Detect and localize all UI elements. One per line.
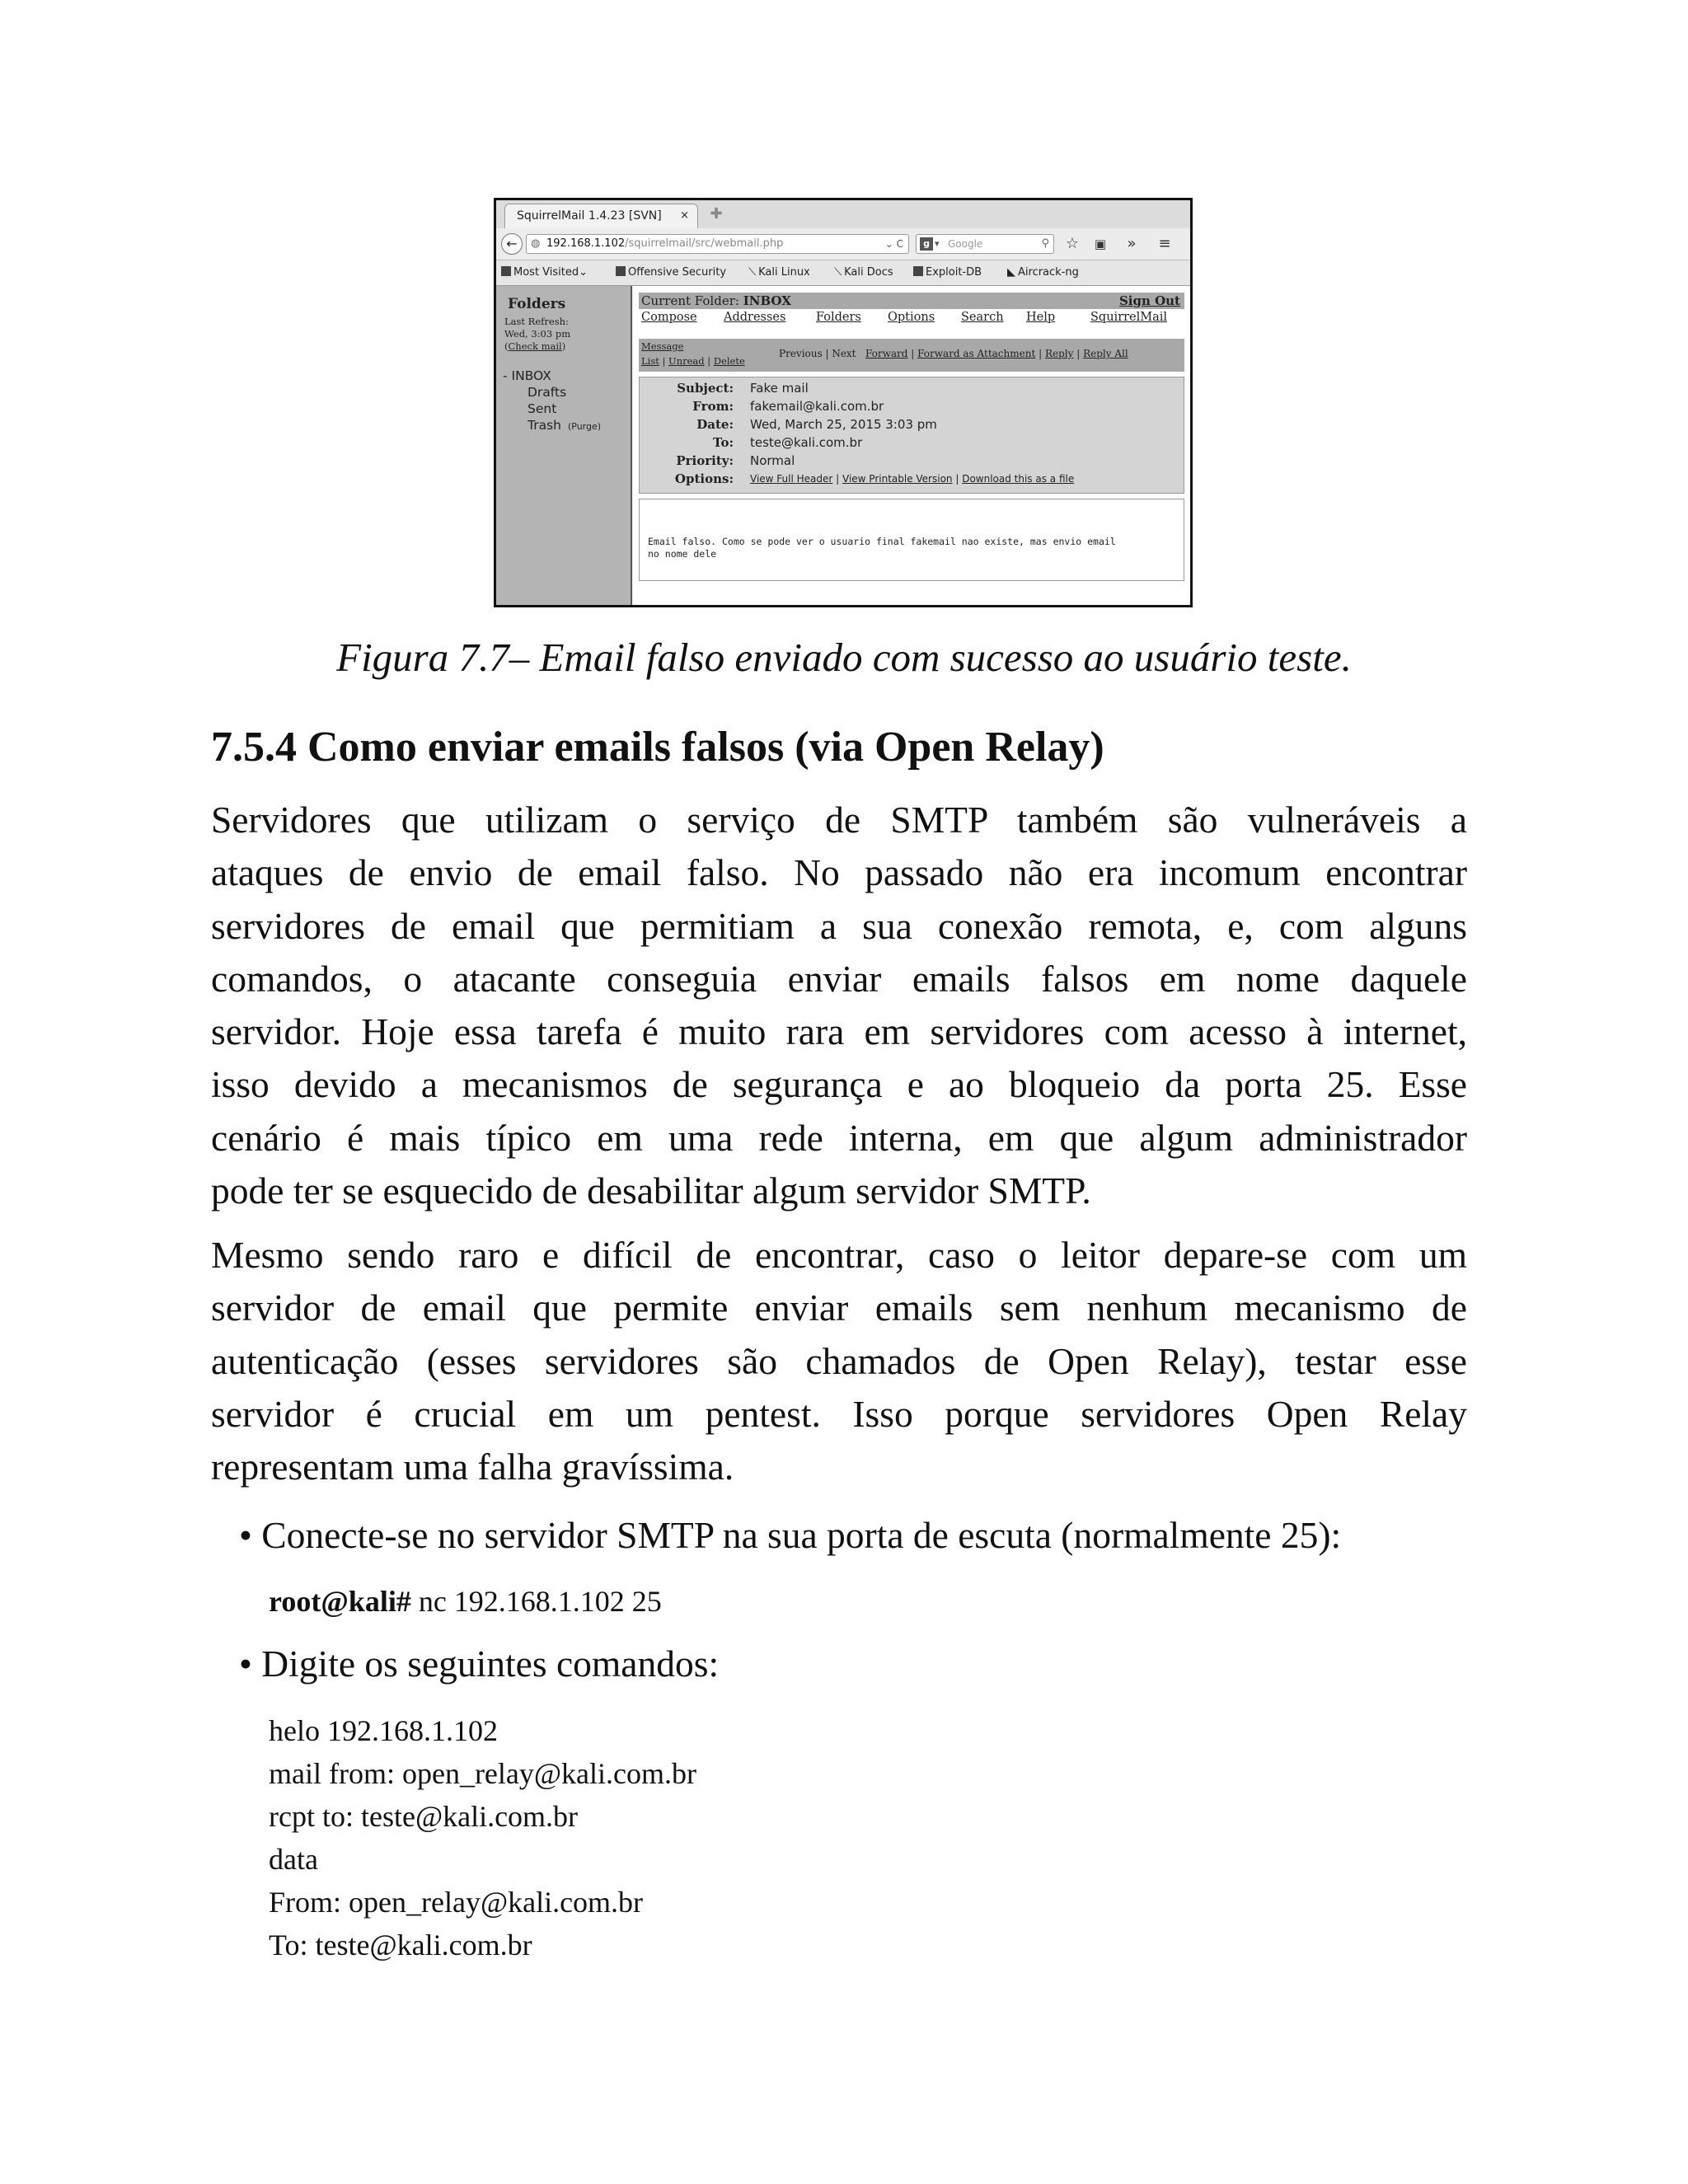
message-view <box>633 286 1190 605</box>
chevron-down-icon: ▾ <box>935 238 940 249</box>
browser-tab-bar <box>496 200 1190 229</box>
command-line <box>269 1580 662 1623</box>
search-placeholder: Google <box>948 238 983 250</box>
command-line: To: teste@kali.com.br <box>269 1929 532 1961</box>
globe-icon: ◍ <box>531 237 541 250</box>
reload-icon[interactable]: ⌄ C <box>884 238 903 250</box>
paragraph-line: comandos, o atacante conseguia enviar emails falsos em nome daquele <box>211 957 1467 1000</box>
header-row-options: Options: View Full Header | View Printable Version | Download this as a file <box>674 471 1075 486</box>
message-body-line: Email falso. Como se pode ver o usuario final fakemail nao existe, mas envio email <box>648 536 1116 547</box>
command-line: From: open_relay@kali.com.br <box>269 1886 644 1919</box>
bullet-item: • Digite os seguintes comandos: <box>239 1643 720 1685</box>
menu-addresses[interactable]: Addresses <box>724 311 786 324</box>
header-row: To: teste@kali.com.br <box>713 435 863 450</box>
search-input[interactable] <box>916 234 1054 254</box>
tab-title: SquirrelMail 1.4.23 [SVN] <box>517 209 662 223</box>
message-headers <box>639 377 1184 494</box>
check-mail-wrapper: (Check mail) <box>504 340 566 352</box>
paragraph-line: servidores de email que permitiam a sua conexão remota, e, com alguns <box>211 904 1467 947</box>
current-folder-name: INBOX <box>743 293 791 308</box>
paragraph-line: representam uma falha gravíssima. <box>211 1446 734 1488</box>
message-body-line: no nome dele <box>648 548 717 560</box>
webmail-screenshot <box>494 198 1193 607</box>
figure-caption: Figura 7.7– Email falso enviado com sucesso ao usuário teste. <box>336 635 1352 680</box>
menu-search[interactable]: Search <box>961 311 1004 324</box>
folder-inbox[interactable]: - INBOX <box>503 368 551 383</box>
last-refresh-label: Last Refresh: <box>504 316 569 327</box>
url-path: /squirrelmail/src/webmail.php <box>625 237 784 250</box>
search-engine-icon[interactable]: g <box>920 237 933 251</box>
header-row: Subject: Fake mail <box>677 381 809 396</box>
kali-dragon-icon: ⟍ <box>834 266 842 279</box>
paragraph-line: cenário é mais típico em uma rede interna, em que algum administrador <box>211 1116 1467 1159</box>
message-list-actions: List | Unread | Delete <box>641 355 745 367</box>
url-bar[interactable] <box>526 234 909 254</box>
back-arrow-icon[interactable]: ← <box>501 233 523 255</box>
sign-out-link[interactable]: Sign Out <box>1118 293 1180 308</box>
command-text: nc 192.168.1.102 25 <box>410 1585 662 1618</box>
magnifier-icon[interactable]: ⚲ <box>1041 237 1049 250</box>
paragraph-line: ataques de envio de email falso. No passado não era incomum encontrar <box>211 851 1467 894</box>
command-line: helo 192.168.1.102 <box>269 1714 498 1747</box>
forward-attachment-link[interactable]: Forward as Attachment <box>917 348 1036 359</box>
paragraph-line: isso devido a mecanismos de segurança e ao bloqueio da porta 25. Esse <box>211 1063 1467 1106</box>
paragraph-line: Servidores que utilizam o serviço de SMTP também são vulneráveis a <box>211 799 1467 841</box>
paragraph-line: servidor de email que permite enviar emails sem nenhum mecanismo de <box>211 1286 1467 1329</box>
exploit-db-icon <box>913 266 923 276</box>
menu-help[interactable]: Help <box>1026 311 1056 324</box>
refresh-time: Wed, 3:03 pm <box>504 328 571 340</box>
view-full-header-link[interactable]: View Full Header <box>750 473 833 485</box>
folders-sidebar <box>496 286 632 605</box>
bookmark-kali-docs[interactable]: ⟍ Kali Docs <box>834 260 893 285</box>
command-line: mail from: open_relay@kali.com.br <box>269 1757 696 1790</box>
command-line: rcpt to: teste@kali.com.br <box>269 1800 579 1833</box>
paragraph-line: pode ter se esquecido de desabilitar algum servidor SMTP. <box>211 1169 1091 1212</box>
header-row: From: fakemail@kali.com.br <box>692 399 884 414</box>
shell-prompt: root@kali# <box>269 1585 411 1618</box>
header-row: Priority: Normal <box>676 453 795 468</box>
browser-tab[interactable] <box>504 204 698 228</box>
purge-link[interactable]: (Purge) <box>567 421 602 432</box>
new-tab-icon[interactable]: ✚ <box>710 205 723 223</box>
aircrack-icon: ◣ <box>1007 266 1015 279</box>
command-line: data <box>269 1843 318 1876</box>
message-body <box>639 499 1184 581</box>
bookmark-kali-linux[interactable]: ⟍ Kali Linux <box>748 260 810 285</box>
hamburger-menu-icon[interactable]: ≡ <box>1158 235 1171 252</box>
current-folder-label: Current Folder: <box>641 293 739 308</box>
close-icon[interactable]: × <box>680 209 689 222</box>
kali-dragon-icon: ⟍ <box>748 266 757 279</box>
bullet-item: • Conecte-se no servidor SMTP na sua porta de escuta (normalmente 25): <box>239 1514 1342 1556</box>
url-host: 192.168.1.102 <box>546 237 626 250</box>
download-file-link[interactable]: Download this as a file <box>962 473 1075 485</box>
navigation-bar <box>496 228 1190 260</box>
reply-link[interactable]: Reply <box>1044 348 1074 359</box>
previous-next-links[interactable]: Previous | Next <box>779 348 856 359</box>
bookmark-exploit-db[interactable]: Exploit-DB <box>913 260 982 285</box>
forward-link[interactable]: Forward <box>865 348 908 359</box>
offsec-icon <box>616 266 626 276</box>
bookmarks-bar <box>496 260 1190 286</box>
message-list-link[interactable]: Message <box>641 340 684 352</box>
paragraph-line: Mesmo sendo raro e difícil de encontrar, caso o leitor depare-se com um <box>211 1234 1467 1276</box>
paragraph-line: autenticação (esses servidores são chamados de Open Relay), testar esse <box>211 1339 1467 1382</box>
folders-title: Folders <box>508 296 566 312</box>
menu-squirrelmail[interactable]: SquirrelMail <box>1090 311 1168 324</box>
section-heading: 7.5.4 Como enviar emails falsos (via Open Relay) <box>211 724 1104 771</box>
view-printable-link[interactable]: View Printable Version <box>842 473 953 485</box>
paragraph-2 <box>211 1229 1467 1493</box>
menu-options[interactable]: Options <box>888 311 935 324</box>
folder-sent[interactable]: Sent <box>528 401 557 416</box>
clipboard-icon[interactable]: ▣ <box>1094 237 1107 251</box>
star-icon[interactable]: ☆ <box>1065 235 1080 252</box>
bookmark-offensive-security[interactable]: Offensive Security <box>616 260 726 285</box>
header-row: Date: Wed, March 25, 2015 3:03 pm <box>696 417 937 432</box>
reply-all-link[interactable]: Reply All <box>1083 348 1128 359</box>
menu-compose[interactable]: Compose <box>641 311 697 324</box>
paragraph-line: servidor é crucial em um pentest. Isso porque servidores Open Relay <box>211 1392 1467 1435</box>
bookmark-most-visited[interactable]: Most Visited⌄ <box>501 260 590 285</box>
paragraph-1 <box>211 794 1467 1217</box>
message-navigation <box>639 339 1184 372</box>
folder-drafts[interactable]: Drafts <box>528 385 567 400</box>
check-mail-link[interactable]: Check mail <box>508 340 562 352</box>
overflow-icon[interactable]: » <box>1127 235 1137 252</box>
message-actions: Previous | Next Forward | Forward as Attachment | Reply | Reply All <box>779 348 1128 359</box>
folder-icon <box>501 266 511 276</box>
bookmark-aircrack-ng[interactable]: ◣ Aircrack-ng <box>1007 260 1079 285</box>
folder-trash[interactable]: Trash (Purge) <box>528 418 602 433</box>
current-folder-bar <box>639 293 1184 309</box>
menu-folders[interactable]: Folders <box>816 311 861 324</box>
paragraph-line: servidor. Hoje essa tarefa é muito rara em servidores com acesso à internet, <box>211 1010 1467 1053</box>
